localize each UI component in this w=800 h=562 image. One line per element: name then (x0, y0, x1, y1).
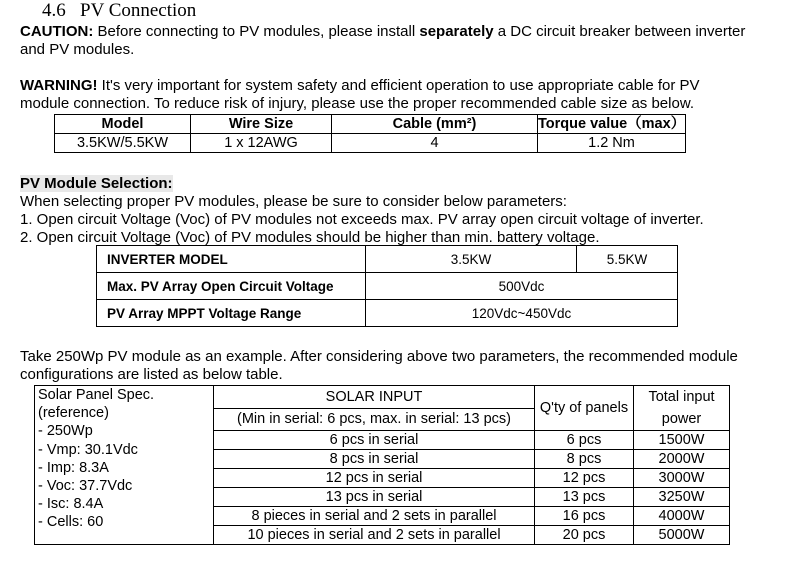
spec-line: - Cells: 60 (38, 514, 104, 531)
inverter-table (96, 245, 678, 327)
cell-input: 8 pieces in serial and 2 sets in parallel (214, 507, 535, 526)
cell-qty: 6 pcs (535, 431, 634, 450)
spec-line: - Vmp: 30.1Vdc (38, 441, 138, 458)
cable-table (54, 114, 686, 153)
cell-qty: 12 pcs (535, 469, 634, 488)
caution-text-after: a DC circuit breaker between inverter (493, 23, 746, 40)
qty-header: Q'ty of panels (535, 386, 634, 431)
panel-spec-cell (35, 386, 214, 545)
table-row (55, 134, 686, 153)
warning-line-1 (20, 77, 700, 95)
cell-qty: 8 pcs (535, 450, 634, 469)
cell-power: 2000W (634, 450, 730, 469)
header-model: Model (55, 115, 191, 134)
table-row (97, 273, 678, 300)
cell-power: 5000W (634, 526, 730, 545)
caution-emphasis: separately (419, 23, 494, 40)
row-label: Max. PV Array Open Circuit Voltage (97, 273, 366, 300)
table-header-row (97, 246, 678, 273)
warning-line-2: module connection. To reduce risk of injury, please use the proper recommended cable size as below. (20, 95, 694, 112)
header-cable: Cable (mm²) (332, 115, 538, 134)
section-number: 4.6 (42, 0, 66, 21)
cell-power: 3250W (634, 488, 730, 507)
caution-text: Before connecting to PV modules, please install (93, 23, 420, 40)
cell-torque: 1.2 Nm (538, 134, 686, 153)
warning-text: It's very important for system safety and efficient operation to use appropriate cable for PV (97, 77, 700, 94)
cell-cable: 4 (332, 134, 538, 153)
cell-qty: 16 pcs (535, 507, 634, 526)
cell-power: 4000W (634, 507, 730, 526)
spec-line: - 250Wp (38, 423, 93, 440)
row-value: 120Vdc~450Vdc (366, 300, 678, 327)
config-table (34, 385, 730, 545)
cell-input: 8 pcs in serial (214, 450, 535, 469)
table-row (97, 300, 678, 327)
spec-line: (reference) (38, 405, 109, 422)
cell-qty: 20 pcs (535, 526, 634, 545)
table-header-row (55, 115, 686, 134)
caution-label: CAUTION: (20, 23, 94, 40)
cell-qty: 13 pcs (535, 488, 634, 507)
pv-selection-title-wrap (20, 175, 173, 193)
spec-line: - Voc: 37.7Vdc (38, 478, 133, 495)
solar-input-header: SOLAR INPUT (214, 386, 535, 409)
cell-input: 12 pcs in serial (214, 469, 535, 488)
solar-input-subheader: (Min in serial: 6 pcs, max. in serial: 13 pcs) (214, 408, 535, 431)
cell-power: 3000W (634, 469, 730, 488)
spec-line: - Isc: 8.4A (38, 496, 104, 513)
section-title: PV Connection (80, 0, 197, 21)
cell-power: 1500W (634, 431, 730, 450)
list-item: 1. Open circuit Voltage (Voc) of PV modules not exceeds max. PV array open circuit voltage of inverter. (20, 211, 704, 228)
example-line-1: Take 250Wp PV module as an example. After considering above two parameters, the recommended module (20, 348, 738, 365)
cell-input: 13 pcs in serial (214, 488, 535, 507)
model-5-5kw: 5.5KW (577, 246, 678, 273)
total-header (634, 386, 730, 431)
row-value: 500Vdc (366, 273, 678, 300)
cell-model: 3.5KW/5.5KW (55, 134, 191, 153)
caution-line-2: and PV modules. (20, 41, 135, 58)
inverter-model-label: INVERTER MODEL (97, 246, 366, 273)
spec-line: - Imp: 8.3A (38, 459, 109, 476)
total-header-line-1: Total input (648, 389, 715, 405)
table-header-row (35, 386, 730, 409)
header-wire-size: Wire Size (191, 115, 332, 134)
cell-wire-size: 1 x 12AWG (191, 134, 332, 153)
example-line-2: configurations are listed as below table. (20, 366, 283, 383)
caution-line-1 (20, 23, 745, 41)
cell-input: 10 pieces in serial and 2 sets in parallel (214, 526, 535, 545)
total-header-line-2: power (661, 411, 702, 427)
list-item: 2. Open circuit Voltage (Voc) of PV modules should be higher than min. battery voltage. (20, 229, 600, 246)
warning-label: WARNING! (20, 77, 98, 94)
spec-line: Solar Panel Spec. (38, 387, 155, 403)
pv-selection-intro: When selecting proper PV modules, please be sure to consider below parameters: (20, 193, 567, 210)
row-label: PV Array MPPT Voltage Range (97, 300, 366, 327)
section-heading (42, 0, 196, 22)
cell-input: 6 pcs in serial (214, 431, 535, 450)
model-3-5kw: 3.5KW (366, 246, 577, 273)
header-torque: Torque value（max） (538, 116, 686, 132)
pv-selection-title: PV Module Selection: (20, 175, 173, 192)
